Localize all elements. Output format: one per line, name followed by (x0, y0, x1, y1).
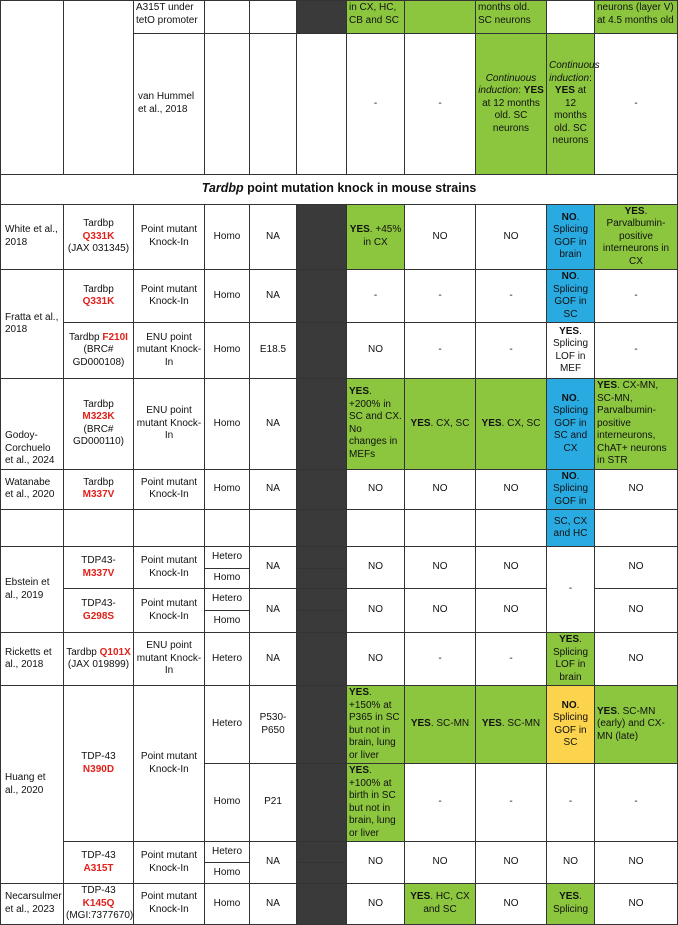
table-row: TDP-43 A315T Point mutant Knock-In Hetero NA NO NO NO NO NO (1, 842, 678, 863)
table-row: Huang et al., 2020 TDP-43 N390D Point mutant Knock-In Hetero P530-P650 YES. +150% at P365 in SC but not in brain, lung or liver YES. SC-MN YES. SC-MN NO. Splicing GOF in SC YES. SC-MN (early) and CX-MN (late) (1, 686, 678, 764)
promoter-cell: A315T under tetO promoter (134, 1, 205, 34)
section-header-row (1, 174, 678, 204)
table-row: White et al., 2018 Tardbp Q331K (JAX 031345) Point mutant Knock-In Homo NA YES. +45% in CX NO NO NO. Splicing GOF in brain YES. Parvalbumin-positive interneurons in CX (1, 204, 678, 270)
table-row: Homo (1, 611, 678, 633)
table-row: Homo (1, 569, 678, 589)
table-row: Necarsulmer et al., 2023 TDP-43 K145Q (MGI:7377670) Point mutant Knock-In Homo NA NO YES. HC, CX and SC NO YES. Splicing NO (1, 884, 678, 925)
table-row: A315T under tetO promoter in CX, HC, CB and SC months old. SC neurons neurons (layer V) at 4.5 months old (1, 1, 678, 34)
table-row: TDP43-G298S Point mutant Knock-In Hetero NA NO NO NO NO (1, 589, 678, 611)
table-row: Ebstein et al., 2019 TDP43-M337V Point mutant Knock-In Hetero NA NO NO NO - NO (1, 547, 678, 569)
author-cell: van Hummel et al., 2018 (134, 34, 205, 175)
table-row: Tardbp F210I (BRC# GD000108) ENU point mutant Knock-In Homo E18.5 NO - - YES. Splicing LOF in MEF - (1, 323, 678, 379)
table-row: Watanabe et al., 2020 Tardbp M337V Point mutant Knock-In Homo NA NO NO NO NO. Splicing GOF in NO (1, 469, 678, 510)
table-row: Ricketts et al., 2018 Tardbp Q101X (JAX 019899) ENU point mutant Knock-In Hetero NA NO - - YES. Splicing LOF in brain NO (1, 633, 678, 686)
section-title: Tardbp point mutation knock in mouse strains (1, 174, 678, 204)
table-row: Homo P21 YES. +100% at birth in SC but not in brain, lung or liver - - - - (1, 764, 678, 842)
table-row: Godoy-Corchuelo et al., 2024 Tardbp M323K (BRC# GD000110) ENU point mutant Knock-In Homo NA YES. +200% in SC and CX. No changes in MEFs YES. CX, SC YES. CX, SC NO. Splicing GOF in SC and CX YES. CX-MN, SC-MN, Parvalbumin-positive interneurons, ChAT+ neurons in STR (1, 379, 678, 470)
table-row: van Hummel et al., 2018 - - Continuous induction: YES at 12 months old. SC neurons Continuous induction: YES at 12 months old. SC neurons - (1, 34, 678, 175)
table-row: SC, CX and HC (1, 510, 678, 547)
table-row: Fratta et al., 2018 Tardbp Q331K Point mutant Knock-In Homo NA - - - NO. Splicing GOF in SC - (1, 270, 678, 323)
table-row: Homo (1, 863, 678, 884)
